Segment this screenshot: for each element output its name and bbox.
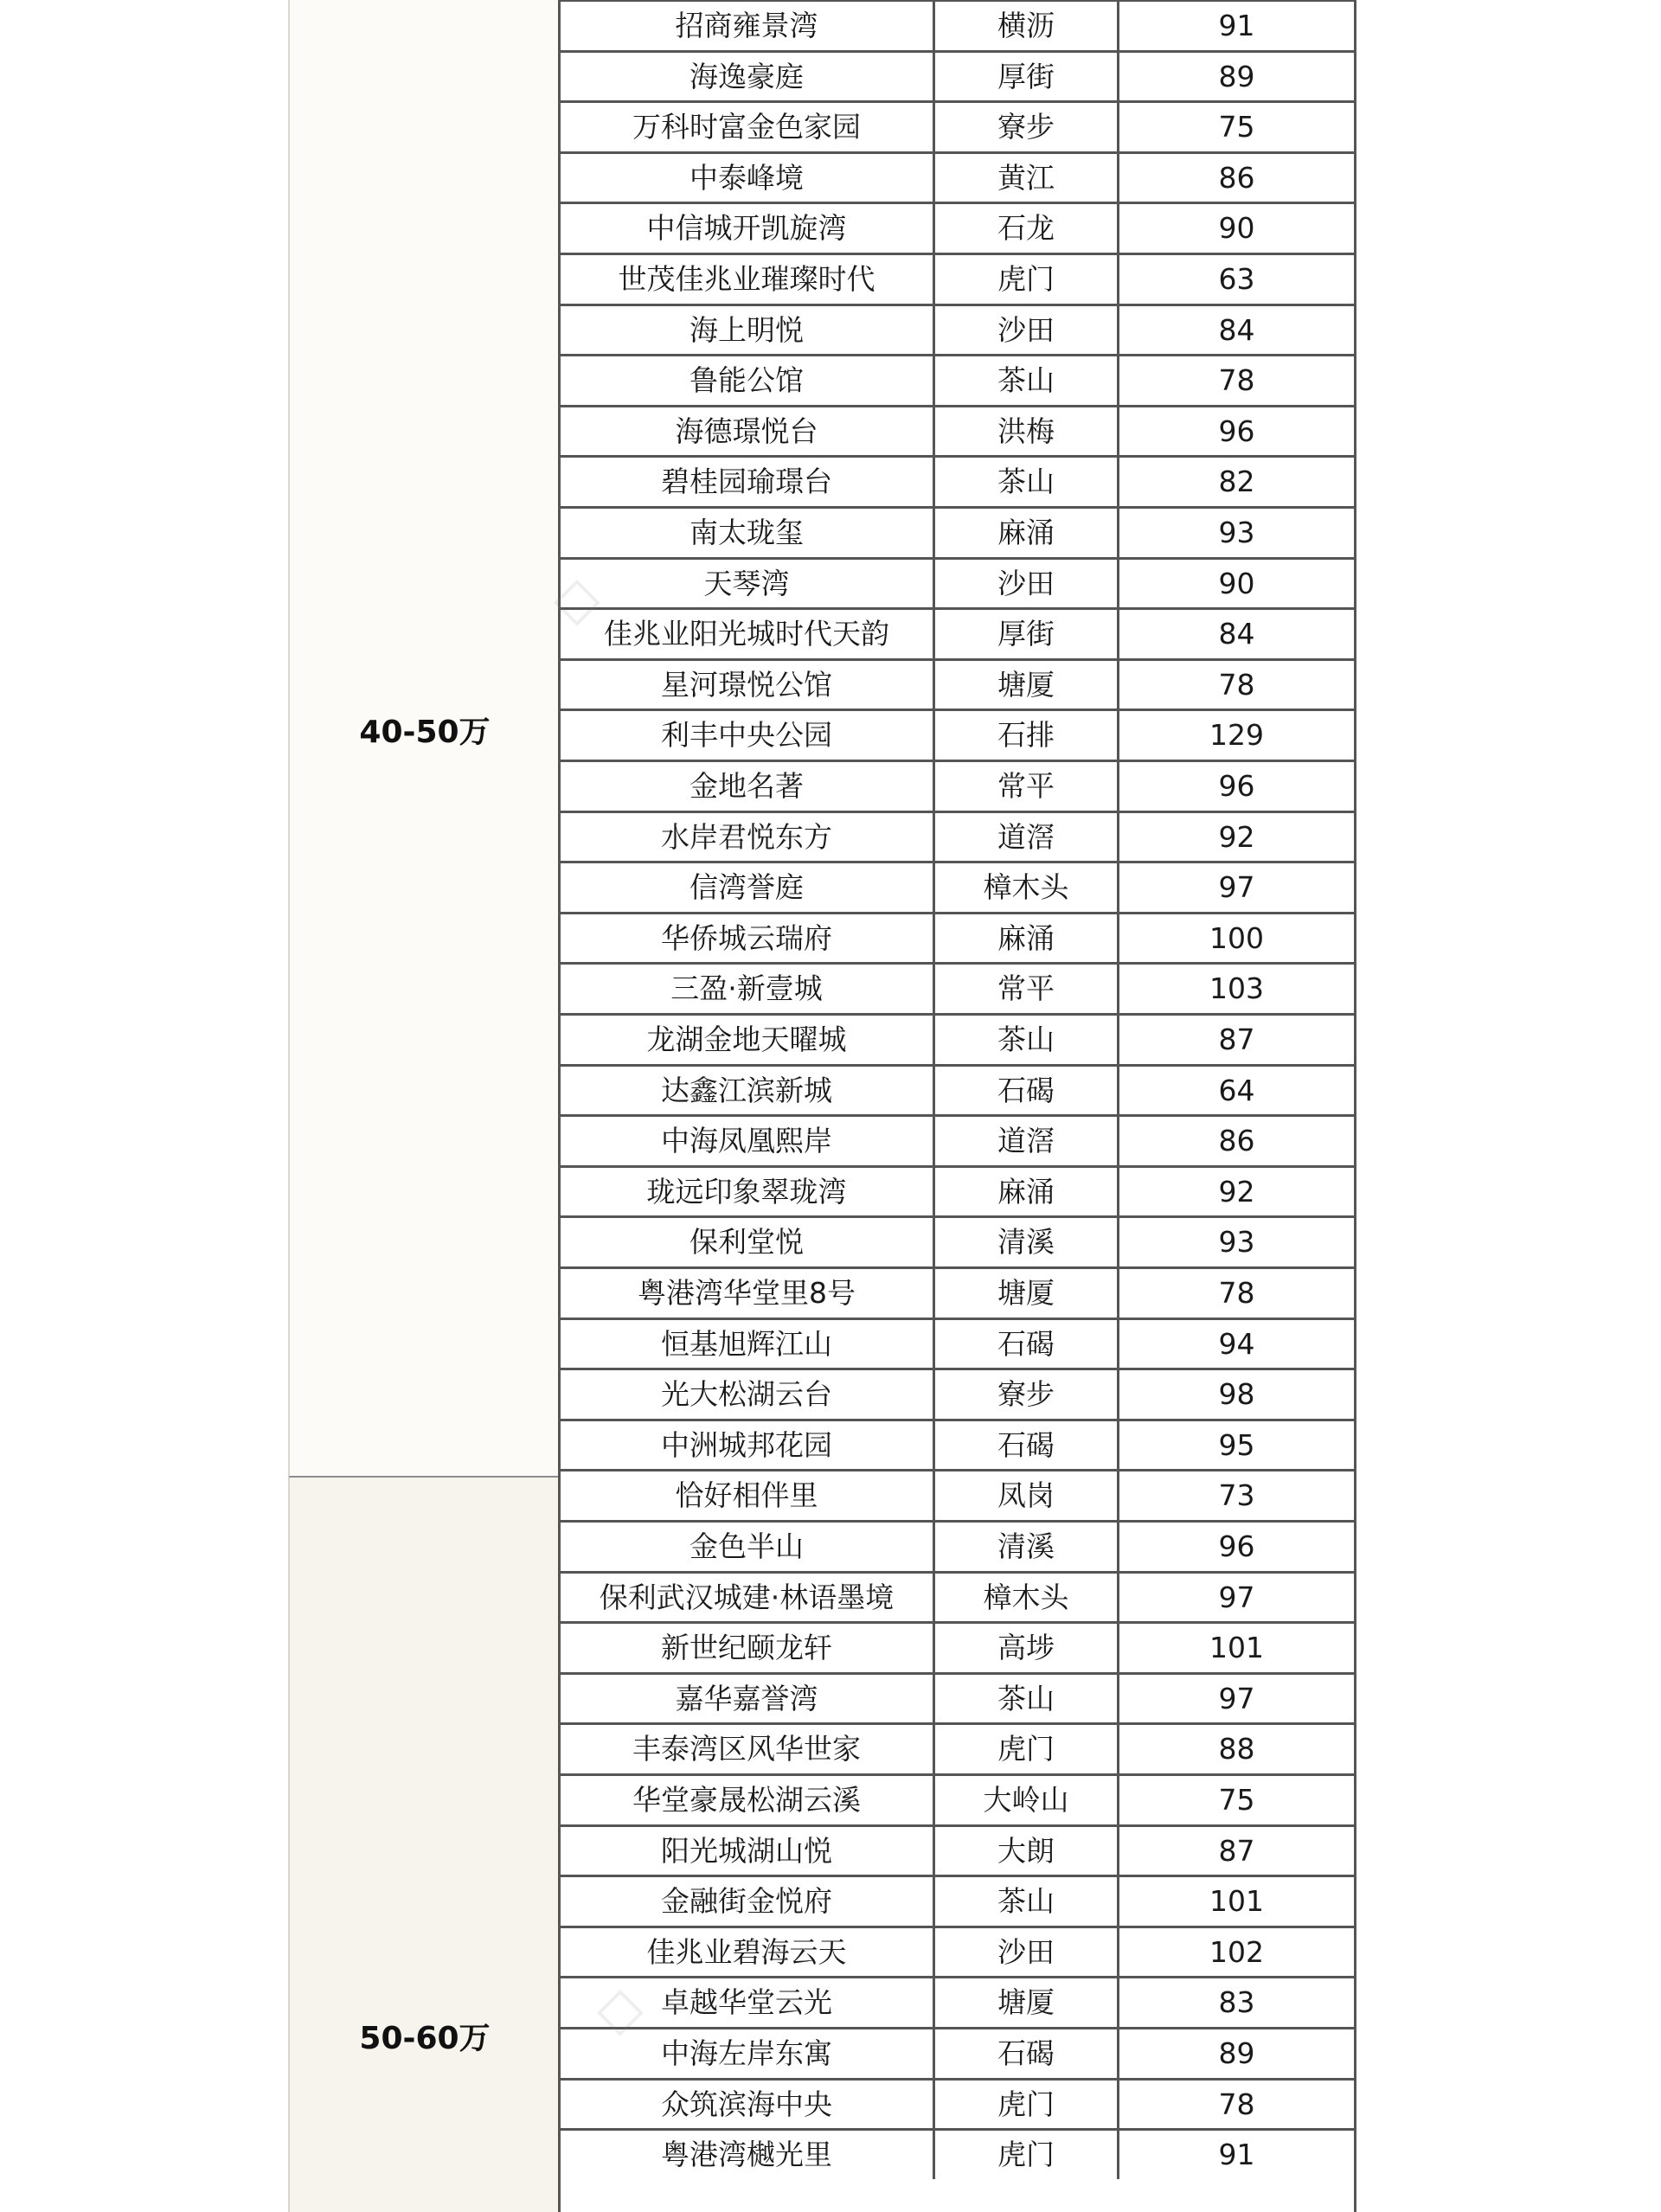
project-name-cell: 佳兆业阳光城时代天韵: [561, 610, 935, 658]
project-name-cell: 鲁能公馆: [561, 356, 935, 405]
district-cell: 塘厦: [935, 1978, 1119, 2027]
price-group-cell: [288, 1478, 560, 2212]
project-name-cell: 万科时富金色家园: [561, 103, 935, 151]
unit-price-cell: 102: [1209, 1934, 1264, 1969]
unit-price-cell: 94: [1218, 1326, 1255, 1361]
district-cell: 横沥: [935, 2, 1119, 50]
unit-price-cell: 89: [1218, 59, 1255, 93]
unit-price-cell: 84: [1218, 312, 1255, 347]
table-row: [561, 2128, 1354, 2179]
unit-price-cell: 98: [1218, 1377, 1255, 1412]
district-cell: 塘厦: [935, 1269, 1119, 1318]
project-name-cell: 阳光城湖山悦: [561, 1827, 935, 1875]
project-name-cell: 龙湖金地天曜城: [561, 1016, 935, 1064]
project-name-cell: 世茂佳兆业璀璨时代: [561, 255, 935, 304]
table-row: [561, 253, 1354, 304]
district-cell: 清溪: [935, 1523, 1119, 1571]
project-name-cell: 众筑滨海中央: [561, 2081, 935, 2129]
table-row: [561, 760, 1354, 811]
unit-price-cell: 103: [1209, 971, 1264, 1006]
unit-price-cell: 92: [1218, 1174, 1255, 1209]
district-cell: 石碣: [935, 1421, 1119, 1470]
unit-price-cell: 64: [1218, 1073, 1255, 1107]
project-name-cell: 粤港湾华堂里8号: [561, 1269, 935, 1318]
project-name-cell: 利丰中央公园: [561, 711, 935, 760]
unit-price-cell: 95: [1218, 1427, 1255, 1462]
district-cell: 寮步: [935, 1370, 1119, 1419]
unit-price-cell: 89: [1218, 2036, 1255, 2070]
table-row: [561, 962, 1354, 1013]
district-cell: 塘厦: [935, 661, 1119, 709]
unit-price-cell: 97: [1218, 1681, 1255, 1715]
district-cell: 大岭山: [935, 1776, 1119, 1824]
project-name-cell: 恒基旭辉江山: [561, 1320, 935, 1369]
project-name-cell: 海逸豪庭: [561, 53, 935, 101]
district-cell: 高埗: [935, 1624, 1119, 1672]
table-row: [561, 1469, 1354, 1520]
table-row: [561, 1621, 1354, 1672]
table-row: [561, 202, 1354, 253]
table-row: [561, 304, 1354, 355]
project-name-cell: 金色半山: [561, 1523, 935, 1571]
table-row: [561, 1672, 1354, 1723]
project-name-cell: 华堂豪晟松湖云溪: [561, 1776, 935, 1824]
district-cell: 茶山: [935, 458, 1119, 506]
unit-price-cell: 63: [1218, 262, 1255, 296]
project-name-cell: 金地名著: [561, 762, 935, 811]
district-cell: 虎门: [935, 255, 1119, 304]
unit-price-cell: 96: [1218, 1529, 1255, 1563]
table-row: [561, 1165, 1354, 1216]
table-row: [561, 1571, 1354, 1622]
district-cell: 麻涌: [935, 1168, 1119, 1216]
table-row: [561, 0, 1354, 50]
table-row: [561, 1926, 1354, 1977]
district-cell: 樟木头: [935, 863, 1119, 912]
district-cell: 常平: [935, 762, 1119, 811]
table-row: [561, 354, 1354, 405]
district-cell: 虎门: [935, 1725, 1119, 1773]
unit-price-cell: 88: [1218, 1732, 1255, 1766]
project-name-cell: 星河璟悦公馆: [561, 661, 935, 709]
table-row: [561, 1824, 1354, 1875]
project-name-cell: 金融街金悦府: [561, 1877, 935, 1926]
district-cell: 麻涌: [935, 509, 1119, 557]
unit-price-cell: 73: [1218, 1478, 1255, 1513]
project-name-cell: 丰泰湾区风华世家: [561, 1725, 935, 1773]
unit-price-cell: 90: [1218, 211, 1255, 246]
district-cell: 常平: [935, 965, 1119, 1013]
table-row: [561, 912, 1354, 963]
table-row: [561, 1520, 1354, 1571]
district-cell: 石排: [935, 711, 1119, 760]
district-cell: 茶山: [935, 1675, 1119, 1723]
table-row: [561, 557, 1354, 608]
unit-price-cell: 86: [1218, 1124, 1255, 1158]
unit-price-cell: 97: [1218, 1580, 1255, 1614]
unit-price-cell: 82: [1218, 465, 1255, 499]
district-cell: 茶山: [935, 1877, 1119, 1926]
project-name-cell: 中泰峰境: [561, 154, 935, 202]
unit-price-cell: 93: [1218, 516, 1255, 549]
project-name-cell: 卓越华堂云光: [561, 1978, 935, 2027]
project-name-cell: 水岸君悦东方: [561, 813, 935, 862]
unit-price-cell: 91: [1218, 9, 1255, 42]
project-name-cell: 嘉华嘉誉湾: [561, 1675, 935, 1723]
district-cell: 茶山: [935, 356, 1119, 405]
district-cell: 虎门: [935, 2081, 1119, 2129]
district-cell: 厚街: [935, 53, 1119, 101]
district-cell: 茶山: [935, 1016, 1119, 1064]
project-name-cell: 恰好相伴里: [561, 1471, 935, 1520]
unit-price-cell: 78: [1218, 363, 1255, 398]
district-cell: 寮步: [935, 103, 1119, 151]
project-name-cell: 中海左岸东寓: [561, 2029, 935, 2078]
table-row: [561, 1722, 1354, 1773]
unit-price-cell: 93: [1218, 1225, 1255, 1260]
district-cell: 麻涌: [935, 914, 1119, 963]
table-row: [561, 2078, 1354, 2129]
district-cell: 清溪: [935, 1218, 1119, 1266]
project-name-cell: 佳兆业碧海云天: [561, 1928, 935, 1977]
table-row: [561, 100, 1354, 151]
district-cell: 洪梅: [935, 407, 1119, 456]
unit-price-cell: 91: [1218, 2138, 1255, 2172]
project-name-cell: 信湾誉庭: [561, 863, 935, 912]
district-cell: 沙田: [935, 560, 1119, 608]
table-row: [561, 1114, 1354, 1165]
project-name-cell: 天琴湾: [561, 560, 935, 608]
table-row: [561, 1266, 1354, 1318]
price-group-label: 40-50万: [359, 715, 491, 750]
price-table: [558, 0, 1356, 2212]
district-cell: 虎门: [935, 2131, 1119, 2179]
table-row: [561, 506, 1354, 557]
unit-price-cell: 90: [1218, 566, 1255, 600]
unit-price-cell: 129: [1209, 718, 1264, 753]
district-cell: 大朗: [935, 1827, 1119, 1875]
district-cell: 沙田: [935, 1928, 1119, 1977]
unit-price-cell: 96: [1218, 414, 1255, 448]
unit-price-cell: 96: [1218, 769, 1255, 803]
unit-price-cell: 92: [1218, 819, 1255, 854]
unit-price-cell: 87: [1218, 1833, 1255, 1868]
table-row: [561, 607, 1354, 658]
table-row: [561, 1419, 1354, 1470]
project-name-cell: 粤港湾樾光里: [561, 2131, 935, 2179]
table-row: [561, 1368, 1354, 1419]
table-row: [561, 151, 1354, 202]
district-cell: 厚街: [935, 610, 1119, 658]
project-name-cell: 海德璟悦台: [561, 407, 935, 456]
district-cell: 道滘: [935, 813, 1119, 862]
table-row: [561, 861, 1354, 912]
unit-price-cell: 86: [1218, 160, 1255, 195]
unit-price-cell: 78: [1218, 1276, 1255, 1310]
district-cell: 黄江: [935, 154, 1119, 202]
table-row: [561, 708, 1354, 760]
district-cell: 沙田: [935, 306, 1119, 355]
unit-price-cell: 83: [1218, 1985, 1255, 2020]
unit-price-cell: 97: [1218, 870, 1255, 905]
district-cell: 石碣: [935, 1067, 1119, 1115]
project-name-cell: 招商雍景湾: [561, 2, 935, 50]
district-cell: 石碣: [935, 2029, 1119, 2078]
unit-price-cell: 78: [1218, 667, 1255, 702]
table-row: [561, 50, 1354, 101]
table-row: [561, 455, 1354, 506]
unit-price-cell: 75: [1218, 1783, 1255, 1817]
unit-price-cell: 100: [1209, 920, 1264, 955]
district-cell: 凤岗: [935, 1471, 1119, 1520]
project-name-cell: 海上明悦: [561, 306, 935, 355]
unit-price-cell: 101: [1209, 1884, 1264, 1919]
project-name-cell: 珑远印象翠珑湾: [561, 1168, 935, 1216]
project-name-cell: 三盈·新壹城: [561, 965, 935, 1013]
table-row: [561, 405, 1354, 456]
unit-price-cell: 87: [1218, 1023, 1255, 1056]
unit-price-cell: 75: [1218, 110, 1255, 144]
project-name-cell: 新世纪颐龙轩: [561, 1624, 935, 1672]
table-row: [561, 1773, 1354, 1824]
project-name-cell: 碧桂园瑜璟台: [561, 458, 935, 506]
district-cell: 石龙: [935, 204, 1119, 253]
table-row: [561, 1318, 1354, 1369]
district-cell: 樟木头: [935, 1574, 1119, 1622]
project-name-cell: 保利堂悦: [561, 1218, 935, 1266]
unit-price-cell: 78: [1218, 2087, 1255, 2121]
project-name-cell: 中海凤凰熙岸: [561, 1117, 935, 1165]
table-row: [561, 1215, 1354, 1266]
unit-price-cell: 84: [1218, 617, 1255, 651]
table-row: [561, 658, 1354, 709]
table-row: [561, 1013, 1354, 1064]
unit-price-cell: 101: [1209, 1631, 1264, 1665]
project-name-cell: 达鑫江滨新城: [561, 1067, 935, 1115]
price-group-cell: [288, 0, 560, 1478]
project-name-cell: 中洲城邦花园: [561, 1421, 935, 1470]
project-name-cell: 中信城开凯旋湾: [561, 204, 935, 253]
project-name-cell: 光大松湖云台: [561, 1370, 935, 1419]
table-row: [561, 2027, 1354, 2078]
project-name-cell: 保利武汉城建·林语墨境: [561, 1574, 935, 1622]
district-cell: 道滘: [935, 1117, 1119, 1165]
table-row: [561, 811, 1354, 862]
price-group-label: 50-60万: [359, 2021, 491, 2056]
project-name-cell: 南太珑玺: [561, 509, 935, 557]
table-row: [561, 1064, 1354, 1115]
table-row: [561, 1875, 1354, 1926]
project-name-cell: 华侨城云瑞府: [561, 914, 935, 963]
table-row: [561, 1976, 1354, 2027]
district-cell: 石碣: [935, 1320, 1119, 1369]
